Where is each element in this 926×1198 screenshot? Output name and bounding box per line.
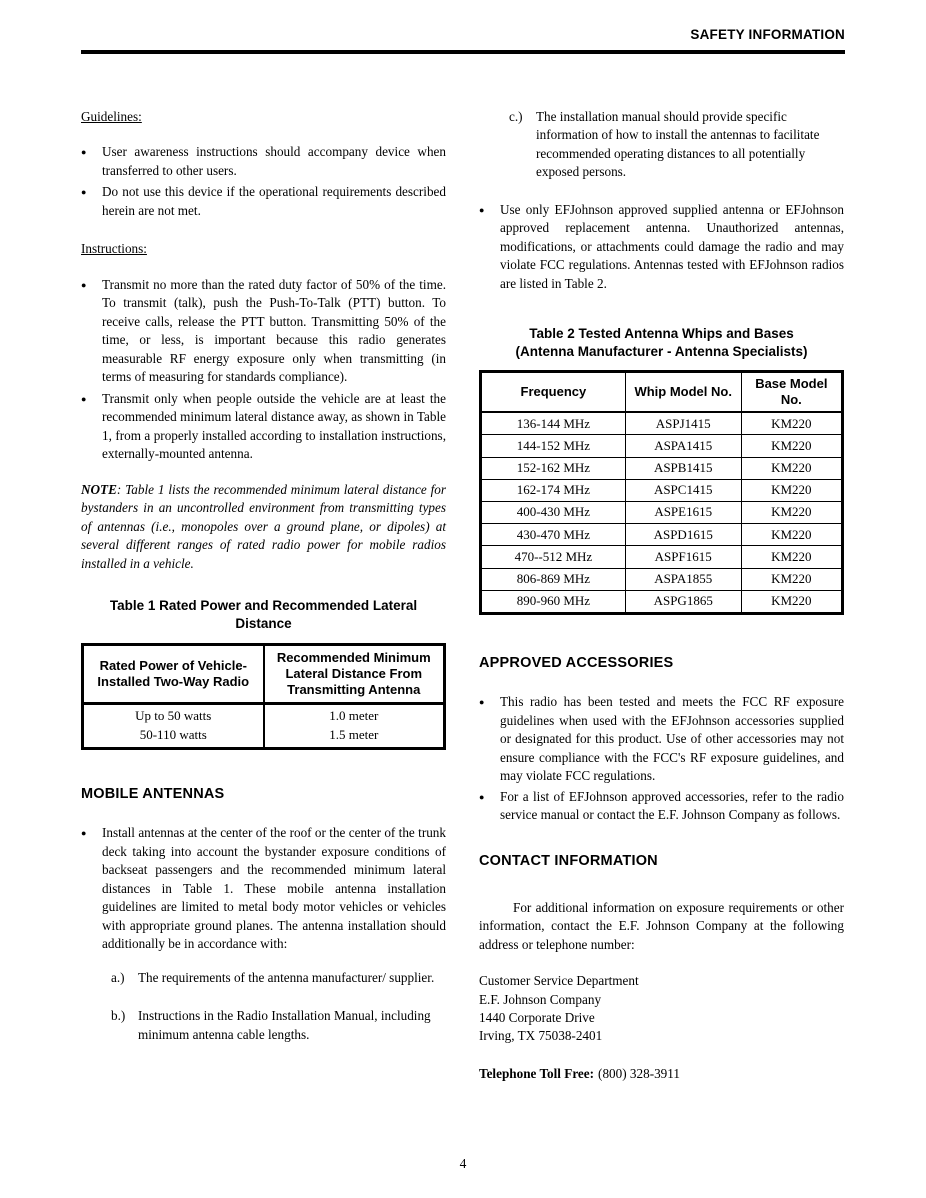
- table-cell: ASPA1415: [625, 435, 741, 457]
- item-text: The installation manual should provide specific information of how to install the antennas to facilitate recommended operating distances to all potentially exposed persons.: [536, 108, 820, 180]
- guidelines-heading: Guidelines:: [81, 108, 142, 124]
- table-cell: 806-869 MHz: [481, 568, 626, 590]
- right-column: [479, 108, 844, 1084]
- phone-line: [479, 1065, 844, 1083]
- bullet-icon: ●: [81, 187, 87, 198]
- table-cell: 136-144 MHz: [481, 412, 626, 435]
- table-cell: Up to 50 watts: [135, 708, 212, 724]
- list-item: [81, 390, 446, 464]
- accessory-text: For a list of EFJohnson approved accessories, refer to the radio service manual or contact the E.F. Johnson Company as follows.: [500, 788, 844, 823]
- table-cell: ASPD1615: [625, 524, 741, 546]
- list-item: [81, 183, 446, 220]
- table-row: [481, 501, 843, 523]
- list-item: [81, 824, 446, 953]
- antenna-warning-text: Use only EFJohnson approved supplied antenna or EFJohnson approved replacement antenna. Unauthorized antennas, modifications, or attachments could damage the radio and may violate FCC regulations. Antennas tested with EFJohnson radios are listed in Table 2.: [500, 201, 844, 291]
- accessory-text: This radio has been tested and meets the FCC RF exposure guidelines when used with the EFJohnson accessories supplied or designated for this product. Use of other accessories may not ensure compliance with the FCC's RF exposure guidelines, and may violate FCC regulations.: [500, 694, 844, 784]
- table-row: [481, 568, 843, 590]
- list-item: [81, 143, 446, 180]
- table-cell: KM220: [741, 435, 842, 457]
- table-row: [481, 435, 843, 457]
- address-line: Customer Service Department: [479, 973, 639, 989]
- table-cell: 400-430 MHz: [481, 501, 626, 523]
- lettered-item-a: [111, 969, 446, 987]
- table-cell: 1.0 meter: [264, 704, 445, 726]
- instruction-text: Transmit no more than the rated duty factor of 50% of the time. To transmit (talk), push the Push-To-Talk (PTT) button. To receive calls, release the PTT button. Transmitting 50% of the time, or less, is important because this radio generates measurable RF energy exposure only when transmitting (in terms of measuring for standards compliance).: [102, 276, 446, 385]
- table-cell: ASPA1855: [625, 568, 741, 590]
- table-cell: 1.5 meter: [264, 726, 445, 749]
- table-cell: 152-162 MHz: [481, 457, 626, 479]
- item-label: b.): [111, 1008, 126, 1024]
- bullet-icon: ●: [479, 204, 485, 215]
- table-cell: 470--512 MHz: [481, 546, 626, 568]
- table2-caption: [489, 325, 834, 361]
- list-item: [81, 276, 446, 387]
- bullet-icon: ●: [479, 791, 485, 802]
- table-row: [481, 457, 843, 479]
- bullet-icon: ●: [81, 828, 87, 839]
- table-cell: KM220: [741, 501, 842, 523]
- table2-caption-line1: Table 2 Tested Antenna Whips and Bases: [529, 326, 794, 342]
- page-header: [81, 26, 845, 54]
- table-cell: ASPJ1415: [625, 412, 741, 435]
- page-title: SAFETY INFORMATION: [690, 27, 845, 42]
- table-cell: KM220: [741, 524, 842, 546]
- table-header-cell: Recommended Minimum Lateral Distance From Transmitting Antenna: [264, 644, 445, 704]
- bullet-icon: ●: [81, 393, 87, 404]
- table-row: [481, 479, 843, 501]
- guideline-text: Do not use this device if the operational requirements described herein are not met.: [102, 184, 446, 218]
- table2: [479, 370, 844, 615]
- bullet-icon: ●: [479, 697, 485, 708]
- table-header-cell: Rated Power of Vehicle-Installed Two-Way Radio: [83, 644, 264, 704]
- item-label: a.): [111, 969, 125, 985]
- phone-number: (800) 328-3911: [598, 1066, 680, 1082]
- note-label: NOTE: [81, 481, 117, 497]
- item-text: The requirements of the antenna manufacturer/ supplier.: [138, 969, 435, 985]
- bullet-icon: ●: [81, 147, 87, 158]
- table-cell: KM220: [741, 457, 842, 479]
- table-row: [481, 546, 843, 568]
- table-row: [83, 704, 445, 726]
- item-label: c.): [509, 108, 523, 124]
- address-line: Irving, TX 75038-2401: [479, 1027, 603, 1043]
- two-column-layout: [81, 108, 845, 1084]
- table-cell: 162-174 MHz: [481, 479, 626, 501]
- address-line: E.F. Johnson Company: [479, 991, 602, 1007]
- table-cell: 144-152 MHz: [481, 435, 626, 457]
- left-column: [81, 108, 446, 1084]
- item-text: Instructions in the Radio Installation Manual, including minimum antenna cable lengths.: [138, 1008, 431, 1042]
- table-row: [481, 524, 843, 546]
- guideline-text: User awareness instructions should accompany device when transferred to other users.: [102, 144, 446, 178]
- table-header-cell: Whip Model No.: [625, 371, 741, 412]
- table-cell: ASPB1415: [625, 457, 741, 479]
- table-header-cell: Frequency: [481, 371, 626, 412]
- contact-paragraph: For additional information on exposure requirements or other information, contact the E.F. Johnson Company at the following address or telephone number:: [479, 899, 844, 952]
- table-cell: 890-960 MHz: [481, 590, 626, 613]
- table-cell: KM220: [741, 479, 842, 501]
- mobile-antennas-text: Install antennas at the center of the roof or the center of the trunk deck taking into account the bystander exposure conditions of backseat passengers and the recommended minimum lateral distances in Table 1. These mobile antenna installation guidelines are limited to metal body motor vehicles or vehicles with appropriate ground planes. The antenna installation should additionally be in accordance with:: [102, 825, 446, 952]
- address-block: [479, 972, 844, 1045]
- table-cell: KM220: [741, 546, 842, 568]
- table-row: [83, 726, 445, 749]
- table-cell: 430-470 MHz: [481, 524, 626, 546]
- note-paragraph: [81, 481, 446, 573]
- note-text: : Table 1 lists the recommended minimum lateral distance for bystanders in an uncontrolled environment from transmitting types of antennas (i.e., monopoles over a ground plane, or dipoles) at several different ranges of rated radio power for mobile radios installed in a vehicle.: [81, 481, 446, 571]
- table-cell: KM220: [741, 412, 842, 435]
- phone-label: Telephone Toll Free:: [479, 1066, 595, 1082]
- table2-caption-line2: (Antenna Manufacturer - Antenna Specialists): [515, 344, 808, 360]
- bullet-icon: ●: [81, 279, 87, 290]
- table-header-cell: Base Model No.: [741, 371, 842, 412]
- table-cell: KM220: [741, 568, 842, 590]
- lettered-item-c: [509, 108, 844, 182]
- list-item: [479, 788, 844, 825]
- header-rule: [81, 50, 845, 54]
- table-cell: ASPE1615: [625, 501, 741, 523]
- contact-information-heading: CONTACT INFORMATION: [479, 852, 658, 869]
- table-header-row: [83, 644, 445, 704]
- instructions-heading: Instructions:: [81, 241, 147, 257]
- table1: [81, 643, 446, 751]
- table-cell: ASPG1865: [625, 590, 741, 613]
- table-row: [481, 412, 843, 435]
- accessories-list: [479, 693, 844, 824]
- approved-accessories-heading: APPROVED ACCESSORIES: [479, 654, 674, 671]
- table-cell: ASPF1615: [625, 546, 741, 568]
- table-header-row: [481, 371, 843, 412]
- table-cell: ASPC1415: [625, 479, 741, 501]
- table-cell: KM220: [741, 590, 842, 613]
- lettered-item-b: [111, 1007, 446, 1044]
- mobile-antennas-heading: MOBILE ANTENNAS: [81, 786, 225, 803]
- list-item: [479, 693, 844, 785]
- table-cell: 50-110 watts: [139, 726, 207, 742]
- table1-caption: Table 1 Rated Power and Recommended Lateral Distance: [109, 598, 418, 632]
- address-line: 1440 Corporate Drive: [479, 1009, 595, 1025]
- table-row: [481, 590, 843, 613]
- list-item: [479, 201, 844, 293]
- page-number: 4: [459, 1156, 467, 1172]
- instruction-text: Transmit only when people outside the vehicle are at least the recommended minimum lateral distance away, as shown in Table 1, from a properly installed according to installation instructions, externally-mounted antenna.: [102, 390, 446, 462]
